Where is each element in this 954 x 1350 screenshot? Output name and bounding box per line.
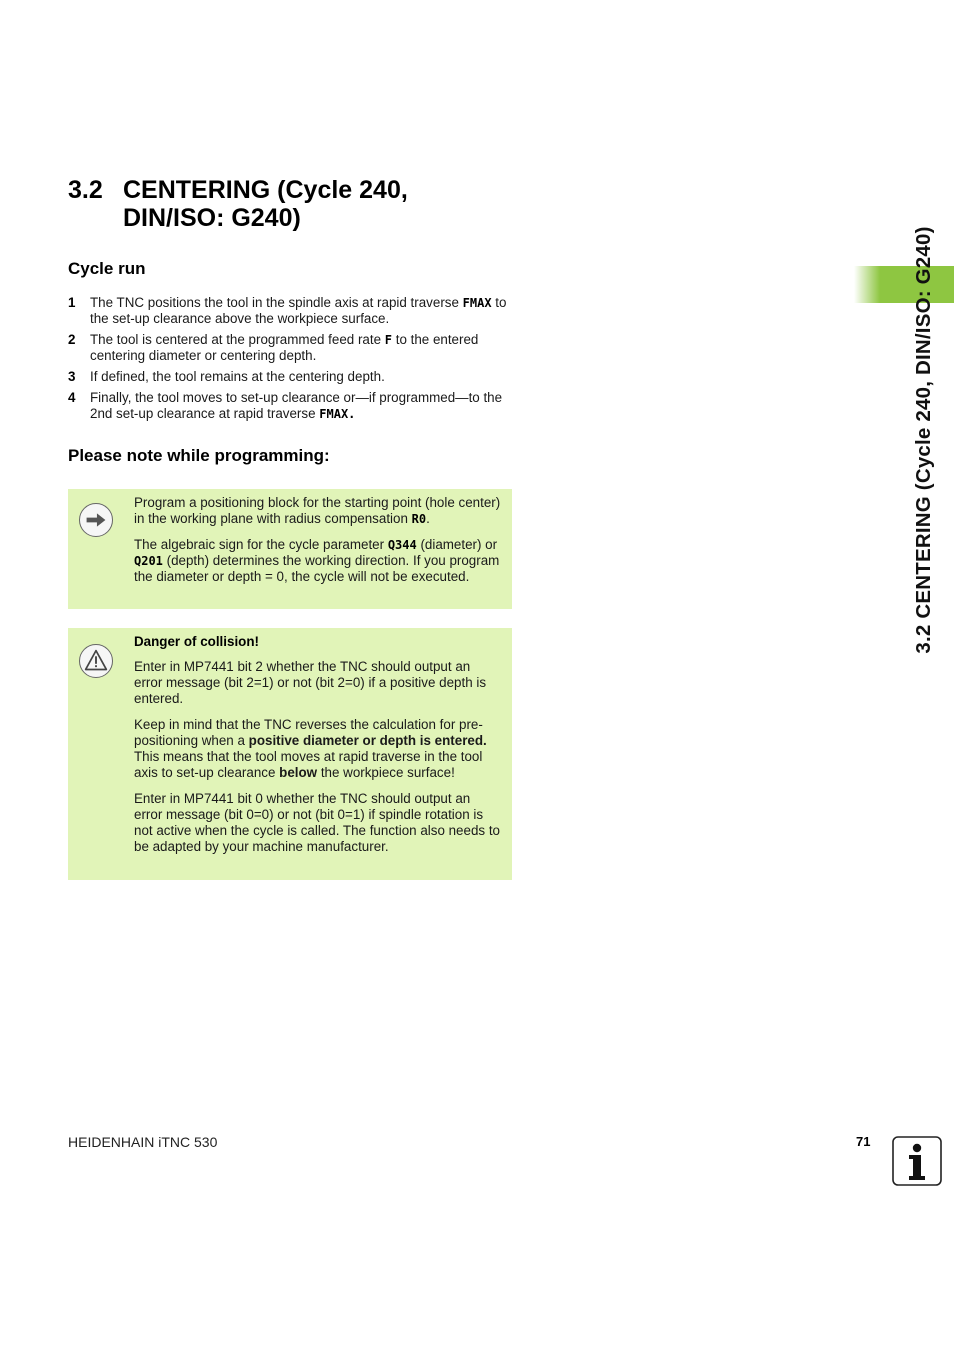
note-code: Q344 (387, 538, 417, 552)
note-text: Program a positioning block for the starting point (hole center) in the working plane with radius compensation (134, 495, 501, 526)
step-number: 4 (68, 390, 76, 405)
note-text: The algebraic sign for the cycle parameter (134, 537, 388, 552)
step-text (90, 295, 514, 327)
collision-warning-box (68, 628, 512, 880)
warning-text: Keep in mind that the TNC reverses the calculation for pre-positioning when a (134, 717, 483, 748)
programming-note-box (68, 489, 512, 609)
step-number: 3 (68, 369, 76, 384)
note-paragraph (134, 537, 502, 585)
note-text: (depth) determines the working direction. If you program the diameter or depth = 0, the cycle will not be executed. (134, 553, 500, 584)
side-running-title-text: 3.2 CENTERING (Cycle 240, DIN/ISO: G240) (912, 226, 935, 654)
step-code: FMAX. (319, 407, 356, 421)
step-text (90, 332, 514, 364)
info-icon (892, 1136, 942, 1186)
section-title-line2: DIN/ISO: G240) (123, 204, 301, 232)
warning-bold-text: below (279, 765, 318, 780)
cycle-step (68, 369, 514, 385)
warning-text: the workpiece surface! (317, 765, 455, 780)
step-code: FMAX (462, 296, 492, 310)
cycle-step (68, 332, 514, 364)
step-number: 1 (68, 295, 76, 310)
step-text-part: The TNC positions the tool in the spindle axis at rapid traverse (90, 295, 463, 310)
note-text: . (426, 511, 430, 526)
warning-paragraph (134, 717, 502, 781)
warning-paragraph: Enter in MP7441 bit 2 whether the TNC should output an error message (bit 2=1) or not (bit 2=0) if a positive depth is entered. (134, 659, 487, 706)
cycle-step (68, 390, 514, 422)
arrow-right-icon (79, 503, 113, 537)
step-text-part: to the entered centering diameter or centering depth. (90, 332, 479, 363)
cycle-step (68, 295, 514, 327)
step-text-part: If defined, the tool remains at the centering depth. (90, 369, 385, 384)
cycle-run-heading: Cycle run (68, 259, 146, 278)
note-text: (diameter) or (416, 537, 498, 552)
note-code: R0 (411, 512, 427, 526)
step-number: 2 (68, 332, 76, 347)
step-text (90, 369, 514, 385)
warning-paragraph: Enter in MP7441 bit 0 whether the TNC should output an error message (bit 0=0) or not (bit 0=1) if spindle rotation is not active when the cycle is called. The function also needs to be adapted by your machine manufacturer. (134, 791, 500, 854)
cycle-steps-list (68, 295, 514, 427)
note-heading: Please note while programming: (68, 446, 330, 465)
warning-text: This means that the tool moves at rapid traverse in the tool axis to set-up clearance (134, 749, 483, 780)
step-text-part: The tool is centered at the programmed feed rate (90, 332, 385, 347)
warning-title: Danger of collision! (134, 634, 259, 649)
side-running-title (906, 160, 942, 720)
footer-product-name: HEIDENHAIN iTNC 530 (68, 1134, 218, 1150)
warning-triangle-icon (79, 644, 113, 678)
step-code: F (384, 333, 392, 347)
page-number: 71 (856, 1134, 871, 1149)
section-title-line1: CENTERING (Cycle 240, (123, 176, 408, 204)
step-text-part: Finally, the tool moves to set-up clearance or—if programmed—to the 2nd set-up clearance at rapid traverse (90, 390, 503, 421)
section-number: 3.2 (68, 176, 103, 204)
warning-bold-text: positive diameter or depth is entered. (248, 733, 487, 748)
step-text (90, 390, 514, 422)
note-code: Q201 (134, 554, 163, 568)
note-paragraph (134, 495, 502, 527)
side-tab-fade (854, 266, 880, 303)
section-title (68, 176, 408, 232)
step-text-part: to the set-up clearance above the workpiece surface. (90, 295, 507, 326)
